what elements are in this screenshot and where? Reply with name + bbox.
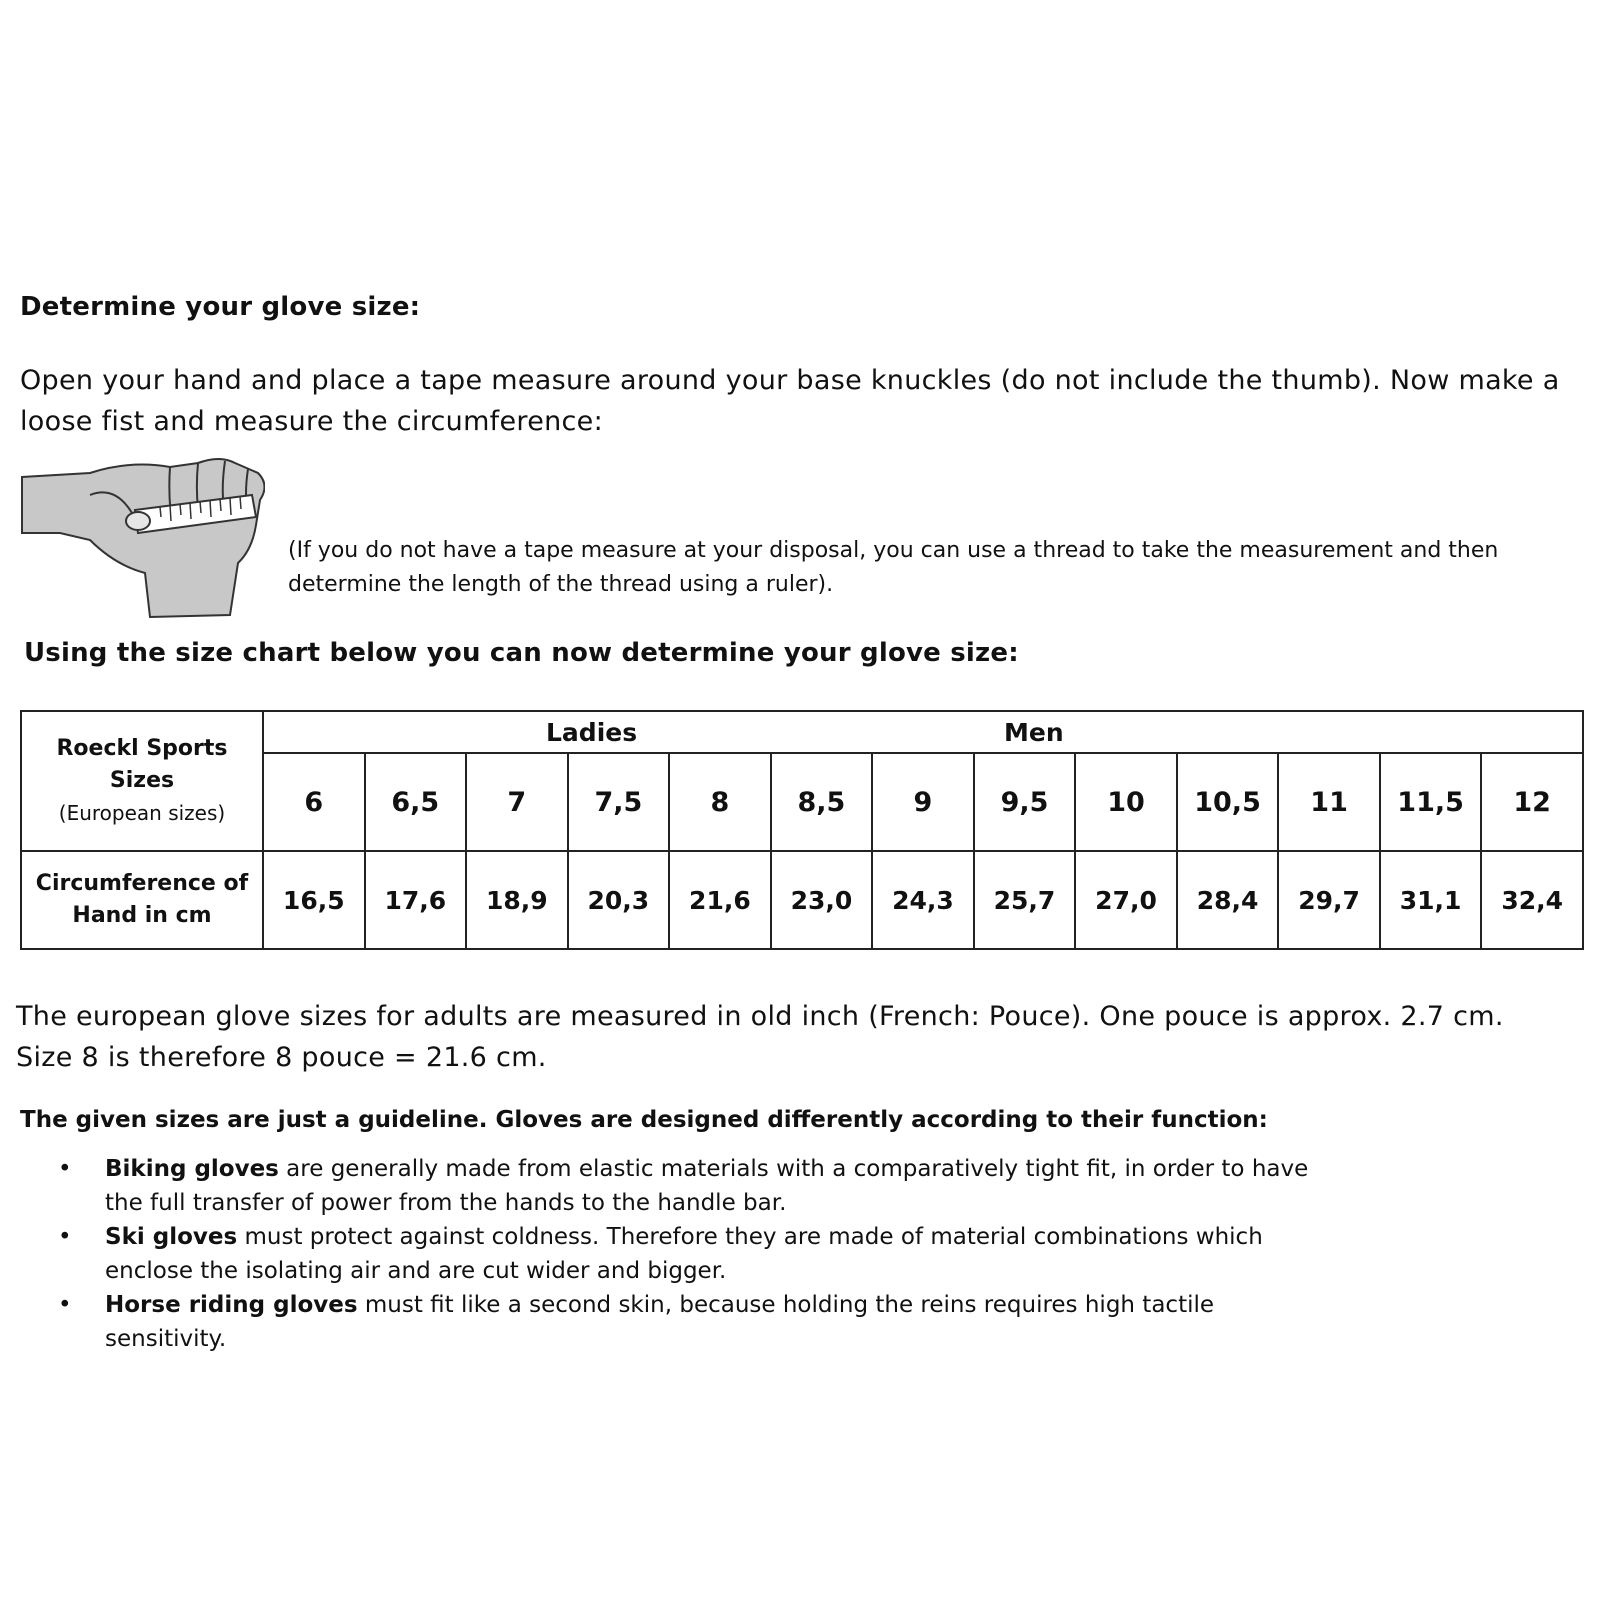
size-cell: 7 [466, 753, 568, 851]
glove-type-term: Ski gloves [105, 1224, 238, 1250]
size-cell: 9,5 [974, 753, 1076, 851]
circumference-cell: 24,3 [872, 851, 974, 949]
bullet-marker: • [58, 1156, 72, 1182]
size-cell: 8 [669, 753, 771, 851]
circumference-cell: 25,7 [974, 851, 1076, 949]
pouce-line-2: Size 8 is therefore 8 pouce = 21.6 cm. [16, 1042, 547, 1073]
list-item [20, 1152, 1325, 1220]
pouce-explanation [16, 996, 1586, 1078]
size-chart-table [20, 710, 1584, 950]
size-cell: 8,5 [771, 753, 873, 851]
heading-size-chart: Using the size chart below you can now determine your glove size: [24, 638, 1019, 668]
size-cell: 12 [1481, 753, 1583, 851]
thread-note: (If you do not have a tape measure at your disposal, you can use a thread to take the measurement and then determine the length of the thread using a ruler). [288, 538, 1499, 597]
size-cell: 7,5 [568, 753, 670, 851]
circumference-cell: 16,5 [263, 851, 365, 949]
instruction-text: Open your hand and place a tape measure around your base knuckles (do not include the thumb). Now make a loose fist and measure the circumference: [20, 365, 1560, 437]
size-cell: 6,5 [365, 753, 467, 851]
guideline-intro: The given sizes are just a guideline. Gloves are designed differently according to their function: [20, 1107, 1268, 1133]
circumference-cell: 18,9 [466, 851, 568, 949]
glove-type-term: Horse riding gloves [105, 1292, 358, 1318]
size-group-row [21, 711, 1583, 753]
glove-type-description: are generally made from elastic materials with a comparatively tight fit, in order to have the full transfer of power from the hands to the handle bar. [105, 1156, 1309, 1216]
circ-label-line1: Circumference of [35, 871, 249, 896]
sizes-label-line2: Sizes [109, 768, 175, 793]
pouce-line-1: The european glove sizes for adults are measured in old inch (French: Pouce). One pouce is approx. 2.7 cm. [16, 1001, 1504, 1032]
circumference-cell: 32,4 [1481, 851, 1583, 949]
group-ladies-label: Ladies [546, 718, 638, 747]
bullet-marker: • [58, 1224, 72, 1250]
circumference-cell: 31,1 [1380, 851, 1482, 949]
size-group-header [263, 711, 1583, 753]
circumference-cell: 20,3 [568, 851, 670, 949]
group-men-label: Men [1004, 718, 1064, 747]
circumference-cell: 28,4 [1177, 851, 1279, 949]
circumference-row-label [21, 851, 263, 949]
size-cell: 10 [1075, 753, 1177, 851]
heading-determine: Determine your glove size: [20, 292, 421, 322]
circumference-cell: 21,6 [669, 851, 771, 949]
circ-label-line2: Hand in cm [72, 903, 212, 928]
size-cell: 9 [872, 753, 974, 851]
glove-function-list [20, 1152, 1325, 1356]
size-cell: 11 [1278, 753, 1380, 851]
list-item [20, 1220, 1325, 1288]
size-cell: 10,5 [1177, 753, 1279, 851]
circumference-row [21, 851, 1583, 949]
list-item [20, 1288, 1325, 1356]
sizes-label-line1: Roeckl Sports [56, 736, 228, 761]
hand-tape-measure-illustration [20, 455, 265, 620]
circumference-cell: 23,0 [771, 851, 873, 949]
glove-type-description: must protect against coldness. Therefore they are made of material combinations which enclose the isolating air and are cut wider and bigger. [105, 1224, 1263, 1284]
bullet-marker: • [58, 1292, 72, 1318]
circumference-cell: 27,0 [1075, 851, 1177, 949]
size-cell: 11,5 [1380, 753, 1482, 851]
circumference-cell: 17,6 [365, 851, 467, 949]
sizes-label-sub: (European sizes) [58, 801, 226, 825]
glove-type-description: must fit like a second skin, because holding the reins requires high tactile sensitivity. [105, 1292, 1215, 1352]
sizes-row-label [21, 711, 263, 851]
circumference-cell: 29,7 [1278, 851, 1380, 949]
glove-type-term: Biking gloves [105, 1156, 279, 1182]
size-cell: 6 [263, 753, 365, 851]
